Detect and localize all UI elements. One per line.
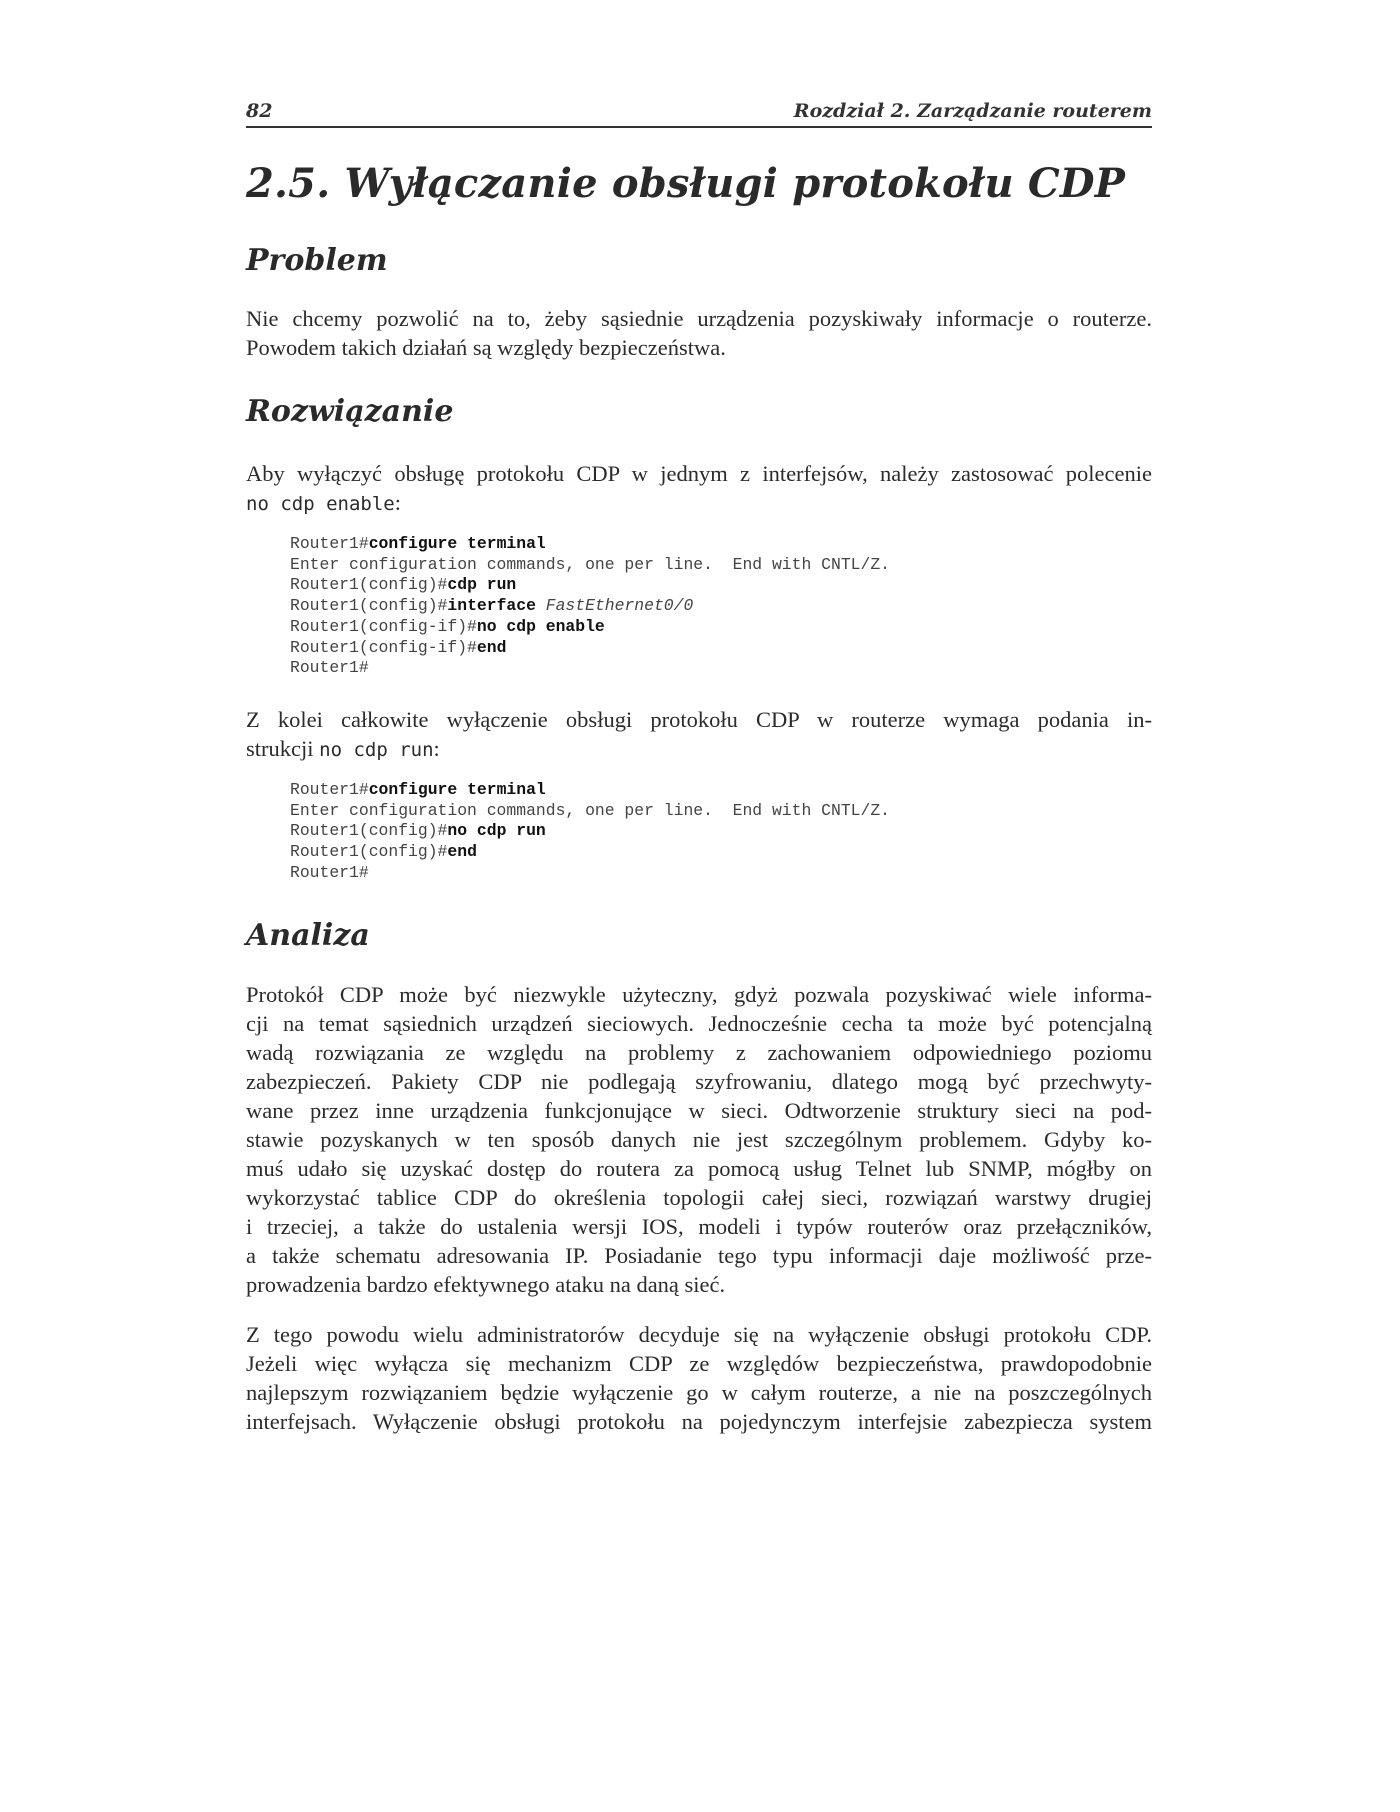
code-line: Enter configuration commands, one per line. End with CNTL/Z.	[290, 554, 890, 574]
text-line: Aby wyłączyć obsługę protokołu CDP w jednym z interfejsów, należy zastosować polecenie	[246, 461, 1152, 486]
code-block-1	[290, 534, 890, 679]
problem-heading: Problem	[246, 243, 388, 278]
page-header	[246, 96, 1152, 128]
code-line: Router1(config-if)#end	[290, 637, 507, 657]
text-line: muś udało się uzyskać dostęp do routera za pomocą usług Telnet lub SNMP, mógłby on	[246, 1156, 1152, 1181]
text-line: zabezpieczeń. Pakiety CDP nie podlegają szyfrowaniu, dlatego mogą być przechwyty-	[246, 1069, 1152, 1094]
text-line: a także schematu adresowania IP. Posiadanie tego typu informacji daje możliwość prze-	[246, 1243, 1152, 1268]
running-title: Rozdział 2. Zarządzanie routerem	[793, 100, 1152, 122]
code-line: Router1(config)#cdp run	[290, 575, 517, 595]
code-line: Router1(config)#end	[290, 842, 477, 862]
code-line: Router1#	[290, 862, 369, 882]
problem-paragraph	[246, 304, 1152, 362]
analysis-heading: Analiza	[246, 918, 370, 953]
text-line: Nie chcemy pozwolić na to, żeby sąsiednie urządzenia pozyskiwały informacje o routerze.	[246, 306, 1152, 331]
code-line: Router1#configure terminal	[290, 780, 546, 799]
code-line: Enter configuration commands, one per line. End with CNTL/Z.	[290, 800, 890, 820]
inline-command: no cdp enable	[246, 493, 395, 515]
solution-intro	[246, 459, 1152, 517]
text-line: wykorzystać tablice CDP do określenia topologii całej sieci, rozwiązań warstwy drugiej	[246, 1185, 1152, 1210]
code-line: Router1#	[290, 658, 369, 678]
inline-command: no cdp run	[319, 739, 434, 761]
text-line: Z kolei całkowite wyłączenie obsługi protokołu CDP w routerze wymaga podania in-	[246, 707, 1152, 732]
text-line: interfejsach. Wyłączenie obsługi protokołu na pojedynczym interfejsie zabezpiecza system	[246, 1409, 1152, 1434]
punctuation: :	[394, 490, 401, 515]
page-number: 82	[246, 100, 273, 122]
text-line: wadą rozwiązania ze względu na problemy z zachowaniem odpowiedniego poziomu	[246, 1040, 1152, 1065]
code-block-2	[290, 780, 890, 884]
text-line: prowadzenia bardzo efektywnego ataku na daną sieć.	[246, 1272, 726, 1297]
text-line	[246, 488, 1152, 517]
text-line: cji na temat sąsiednich urządzeń sieciowych. Jednocześnie cecha ta może być potencjalną	[246, 1011, 1152, 1036]
analysis-paragraph-1	[246, 980, 1152, 1299]
text-line: stawie pozyskanych w ten sposób danych nie jest szczególnym problemem. Gdyby ko-	[246, 1127, 1152, 1152]
text-line: Jeżeli więc wyłącza się mechanizm CDP ze względów bezpieczeństwa, prawdopodobnie	[246, 1351, 1152, 1376]
text-line: Powodem takich działań są względy bezpieczeństwa.	[246, 335, 726, 360]
text-line: najlepszym rozwiązaniem będzie wyłączenie go w całym routerze, a nie na poszczególnych	[246, 1380, 1152, 1405]
text-line: strukcji no cdp run:	[246, 736, 440, 761]
analysis-paragraph-2	[246, 1320, 1152, 1436]
text-line: Z tego powodu wielu administratorów decyduje się na wyłączenie obsługi protokołu CDP.	[246, 1322, 1152, 1347]
solution-middle	[246, 705, 1152, 763]
solution-heading: Rozwiązanie	[246, 394, 454, 429]
section-title: 2.5. Wyłączanie obsługi protokołu CDP	[246, 160, 1126, 207]
code-line: Router1(config)#no cdp run	[290, 821, 546, 841]
code-line: Router1(config)#interface FastEthernet0/0	[290, 596, 694, 616]
text-line: i trzeciej, a także do ustalenia wersji IOS, modeli i typów routerów oraz przełączników,	[246, 1214, 1152, 1239]
code-line: Router1#configure terminal	[290, 534, 546, 553]
text-line: wane przez inne urządzenia funkcjonujące w sieci. Odtworzenie struktury sieci na pod-	[246, 1098, 1152, 1123]
text-line: Protokół CDP może być niezwykle użyteczny, gdyż pozwala pozyskiwać wiele informa-	[246, 982, 1152, 1007]
code-line: Router1(config-if)#no cdp enable	[290, 616, 605, 636]
